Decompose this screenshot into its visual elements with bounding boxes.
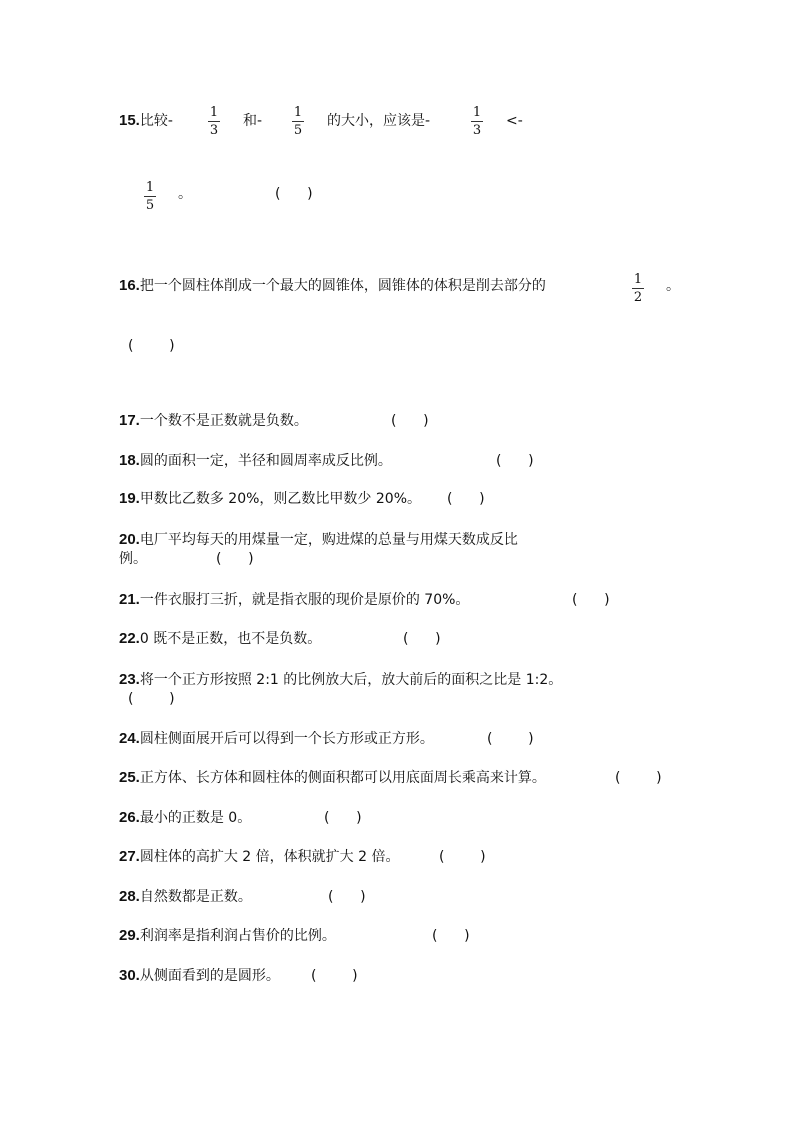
question-21 [119,590,469,610]
question-23 [119,670,562,690]
denominator: 2 [633,290,643,305]
question-28 [119,887,252,907]
answer-blank[interactable]: ( ) [128,691,175,707]
answer-blank[interactable]: ( ) [328,889,366,905]
fraction [290,105,306,138]
answer-blank[interactable]: ( ) [311,968,358,984]
answer-blank[interactable]: ( ) [324,810,362,826]
question-text-continued: 例。 [119,551,147,567]
fraction [206,105,222,138]
question-text: 0 既不是正数，也不是负数。 [139,631,322,647]
question-17 [119,411,308,431]
numerator: 1 [209,105,219,120]
fraction [469,105,485,138]
question-text: 最小的正数是 0。 [139,810,252,826]
answer-blank[interactable]: ( ) [403,631,441,647]
question-number: 18. [119,452,140,469]
question-number: 28. [119,888,140,905]
question-number: 24. [119,730,140,747]
question-text: 利润率是指利润占售价的比例。 [139,928,336,944]
question-number: 26. [119,809,140,826]
question-24 [119,729,434,749]
question-number: 21. [119,591,140,608]
answer-blank[interactable]: ( ) [447,491,485,507]
denominator: 5 [145,198,155,213]
question-30 [119,966,280,986]
question-text: 正方体、长方体和圆柱体的侧面积都可以用底面周长乘高来计算。 [139,770,546,786]
question-number: 23. [119,671,140,688]
question-29 [119,926,336,946]
numerator: 1 [293,105,303,120]
question-19 [119,489,421,509]
denominator: 3 [472,123,482,138]
question-number: 17. [119,412,140,429]
fraction [142,180,158,213]
question-number: 30. [119,967,140,984]
question-number: 20. [119,531,140,548]
numerator: 1 [145,180,155,195]
question-text: 把一个圆柱体削成一个最大的圆锥体，圆锥体的体积是削去部分的 [139,278,546,294]
question-text: 圆柱侧面展开后可以得到一个长方形或正方形。 [139,731,434,747]
question-text: 电厂平均每天的用煤量一定，购进煤的总量与用煤天数成反比 [139,532,518,548]
question-text: 从侧面看到的是圆形。 [139,968,280,984]
question-number: 16. [119,277,140,294]
answer-blank[interactable]: ( ) [615,770,662,786]
answer-blank[interactable]: ( ) [391,413,429,429]
fraction-bar [208,121,220,122]
question-18 [119,451,392,471]
answer-blank[interactable]: ( ) [496,453,534,469]
question-number: 19. [119,490,140,507]
question-text: 圆的面积一定，半径和圆周率成反比例。 [139,453,392,469]
question-number: 27. [119,848,140,865]
fraction-bar [144,196,156,197]
answer-blank[interactable]: ( ) [216,551,254,567]
denominator: 5 [293,123,303,138]
answer-blank[interactable]: ( ) [128,338,175,354]
answer-blank[interactable]: ( ) [439,849,486,865]
answer-blank[interactable]: ( ) [275,186,313,202]
question-text: <- [506,113,523,129]
numerator: 1 [633,272,643,287]
fraction-bar [292,121,304,122]
question-26 [119,808,251,828]
question-20 [119,530,518,550]
question-text: 一个数不是正数就是负数。 [139,413,308,429]
fraction-bar [471,121,483,122]
question-27 [119,847,399,867]
denominator: 3 [209,123,219,138]
fraction-bar [632,288,644,289]
question-25 [119,768,546,788]
question-22 [119,629,321,649]
q15-line1 [119,111,173,131]
q16-line1 [119,276,546,296]
question-text: 和- [243,113,263,129]
answer-blank[interactable]: ( ) [572,592,610,608]
question-number: 22. [119,630,140,647]
question-text: 将一个正方形按照 2:1 的比例放大后，放大前后的面积之比是 1:2。 [139,672,563,688]
answer-blank[interactable]: ( ) [432,928,470,944]
question-number: 25. [119,769,140,786]
question-text: 自然数都是正数。 [139,889,252,905]
question-text: 比较- [139,113,173,129]
question-text: 圆柱体的高扩大 2 倍，体积就扩大 2 倍。 [139,849,400,865]
question-text: 。 [666,278,680,294]
answer-blank[interactable]: ( ) [487,731,534,747]
question-text: 一件衣服打三折，就是指衣服的现价是原价的 70%。 [139,592,470,608]
question-text: 的大小，应该是- [327,113,431,129]
fraction [630,272,646,305]
question-text: 。 [178,186,192,202]
question-number: 29. [119,927,140,944]
question-text: 甲数比乙数多 20%，则乙数比甲数少 20%。 [139,491,421,507]
numerator: 1 [472,105,482,120]
question-number: 15. [119,112,140,129]
